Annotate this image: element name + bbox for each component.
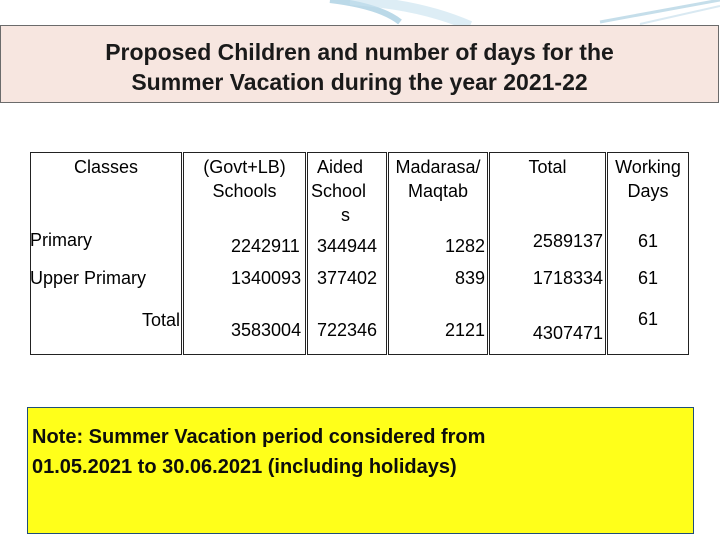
row-primary-aided: 344944 [317,236,378,256]
header-classes: Classes [73,157,139,177]
row-total-label: Total [141,310,180,330]
row-upper-primary-madarasa: 839 [454,268,485,288]
row-total-madarasa: 2121 [444,320,485,340]
row-primary-days: 61 [637,231,659,251]
title-line-2: Summer Vacation during the year 2021-22 [131,69,588,95]
row-primary-govt: 2242911 [231,236,300,256]
row-upper-primary-aided: 377402 [317,268,378,288]
row-total-govt: 3583004 [231,320,302,340]
header-aided-line3: s [341,205,350,225]
row-total-days: 61 [637,309,659,329]
header-working-line2: Days [627,181,669,201]
row-upper-primary-govt: 1340093 [231,268,302,288]
row-primary-madarasa: 1282 [444,236,485,256]
note-text [32,422,485,482]
note-line-2: 01.05.2021 to 30.06.2021 (including holidays) [32,456,457,478]
note-line-1: Note: Summer Vacation period considered from [32,426,486,448]
header-working-line1: Working [615,157,681,177]
header-govt-line2: Schools [212,181,277,201]
row-upper-primary-total: 1718334 [532,268,603,288]
header-madarasa-line1: Madarasa/ [395,157,481,177]
header-aided-line2: School [311,181,367,201]
note-box [27,407,694,534]
header-govt-line1: (Govt+LB) [203,157,286,177]
row-total-total: 4307471 [532,323,603,343]
row-total-aided: 722346 [317,320,378,340]
row-primary-total: 2589137 [532,231,603,251]
slide-title [0,25,719,103]
header-aided-line1: Aided [317,157,364,177]
header-total: Total [528,157,567,177]
row-upper-primary-label: Upper Primary [30,268,147,288]
row-upper-primary-days: 61 [637,268,659,288]
header-madarasa-line2: Maqtab [407,181,469,201]
row-primary-label: Primary [30,230,92,250]
title-line-1: Proposed Children and number of days for the [105,39,614,65]
